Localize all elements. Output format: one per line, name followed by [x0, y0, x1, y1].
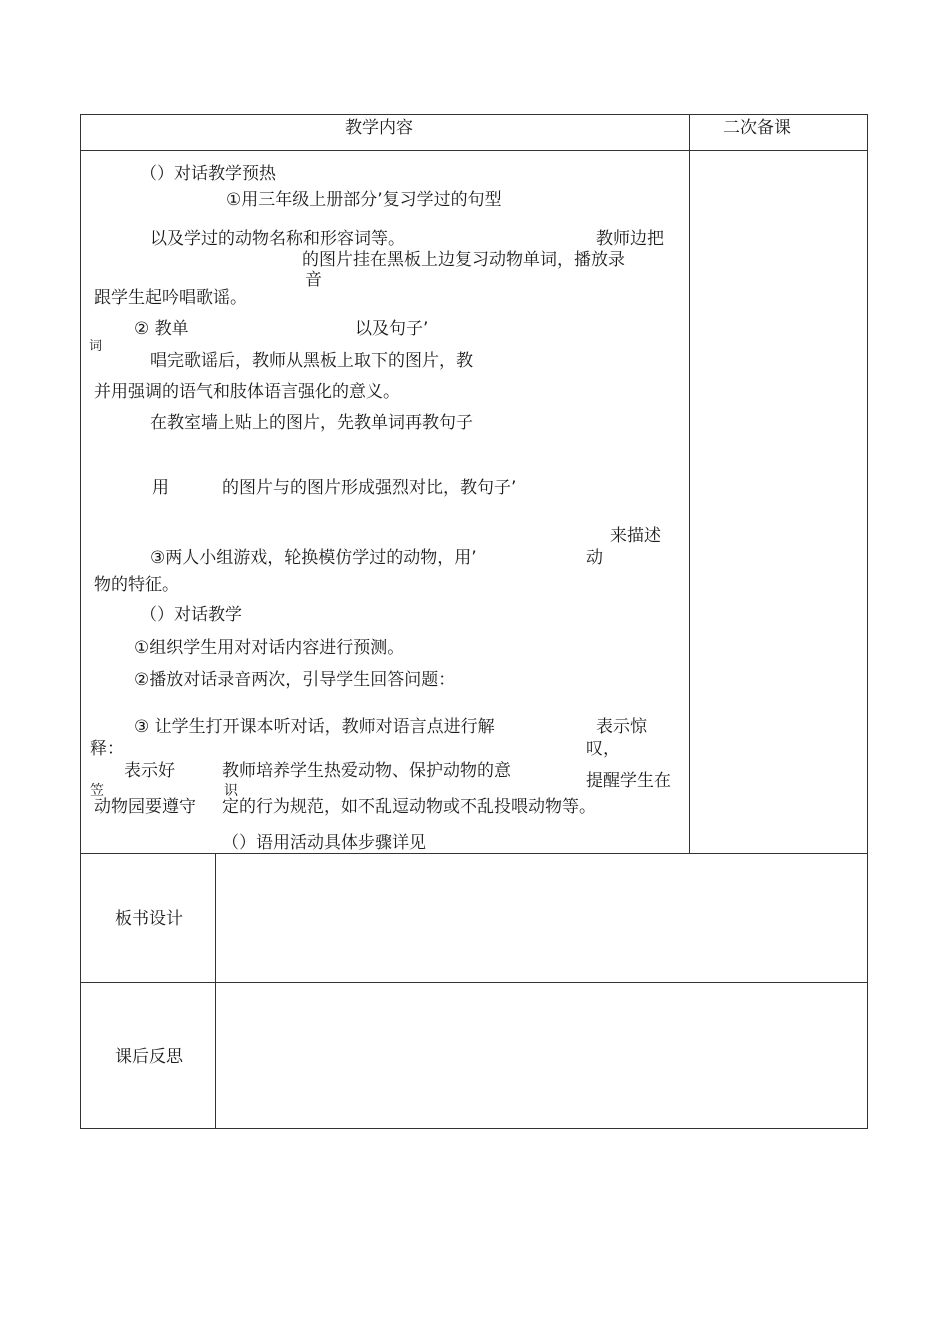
content-line: ③ 让学生打开课本听对话，教师对语言点进行解 — [134, 717, 495, 737]
content-line: 释： — [90, 739, 124, 759]
content-line: 教师培养学生热爱动物、保护动物的意 — [222, 761, 511, 781]
content-line: 表示惊 — [596, 717, 647, 737]
content-line: 物的特征。 — [94, 575, 179, 595]
section-title-activity: （）语用活动具体步骤详见 — [222, 833, 426, 853]
content-line: 定的行为规范，如不乱逗动物或不乱投喂动物等。 — [222, 797, 596, 817]
table-right-border — [867, 114, 868, 1129]
table-top-border — [80, 114, 868, 115]
content-line: 以及学过的动物名称和形容词等。 — [150, 229, 405, 249]
content-line-fragment: 识 — [224, 783, 238, 799]
content-line: 动物园要遵守 — [94, 797, 196, 817]
content-line: ② 教单 — [134, 319, 189, 339]
header-bottom-border — [80, 150, 868, 151]
content-line: 唱完歌谣后，教师从黑板上取下的图片，教 — [150, 351, 473, 371]
content-line: 来描述 — [610, 526, 661, 546]
section-title-warmup: （）对话教学预热 — [140, 164, 276, 184]
reflection-label: 课后反思 — [115, 1047, 183, 1067]
content-line-fragment: 笠 — [90, 783, 104, 799]
content-line: 教师边把 — [596, 229, 664, 249]
content-line: 在教室墙上贴上的图片，先教单词再教句子 — [150, 413, 473, 433]
content-line: 用 — [152, 478, 169, 498]
content-line: 叹， — [586, 739, 620, 759]
content-line: 动 — [586, 548, 603, 568]
label-column-divider — [215, 853, 216, 1129]
content-line: 表示好 — [124, 761, 175, 781]
content-line: 的图片挂在黑板上边复习动物单词，播放录 — [302, 250, 625, 270]
content-heading: 教学内容 — [345, 118, 413, 138]
content-line-fragment: 词 — [89, 339, 103, 354]
table-left-border — [80, 114, 81, 1129]
table-bottom-border — [80, 1128, 868, 1129]
content-line: ①组织学生用对对话内容进行预测。 — [134, 638, 405, 658]
content-line: ③两人小组游戏，轮换模仿学过的动物，用’ — [150, 548, 477, 568]
board-bottom-border — [80, 982, 868, 983]
content-line: 的图片与的图片形成强烈对比，教句子’ — [222, 478, 517, 498]
content-line: 并用强调的语气和肢体语言强化的意义。 — [94, 382, 400, 402]
content-notes-divider — [689, 114, 690, 854]
content-line: 跟学生起吟唱歌谣。 — [94, 288, 247, 308]
content-bottom-border — [80, 853, 868, 854]
content-line: 以及句子’ — [355, 319, 429, 339]
content-line: ②播放对话录音两次，引导学生回答问题： — [134, 670, 456, 690]
section-title-dialogue: （）对话教学 — [140, 605, 242, 625]
content-line: 提醒学生在 — [586, 771, 671, 791]
content-line-fragment: 音 — [305, 270, 322, 290]
content-line: ①用三年级上册部分’复习学过的句型 — [226, 190, 502, 210]
notes-heading: 二次备课 — [723, 118, 791, 138]
board-design-label: 板书设计 — [115, 909, 183, 929]
